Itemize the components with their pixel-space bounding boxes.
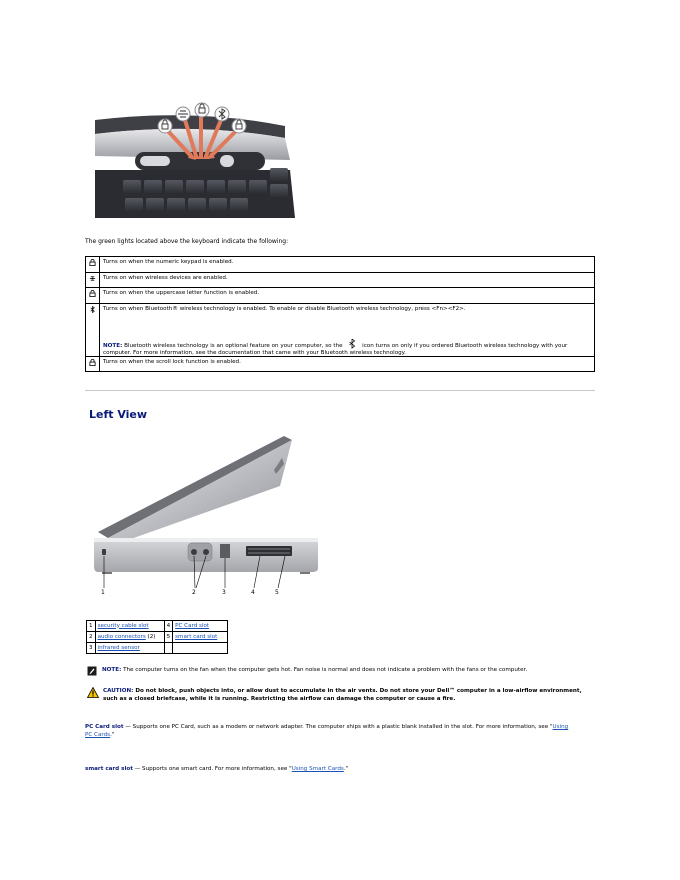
table-row [87,643,228,654]
light-description: Turns on when the numeric keypad is enabled. [100,257,595,273]
section-divider [85,390,595,391]
callout-number: 5 [275,589,279,596]
table-row [87,632,228,643]
keyboard-lights-figure [95,98,295,218]
pc-card-paragraph [85,724,575,739]
callout-num [164,643,173,654]
caution-label: CAUTION: [103,688,134,694]
note-icon [87,666,97,676]
callout-num: 4 [164,621,173,632]
link-using-pc-cards[interactable]: Using PC Cards [85,724,569,738]
capslock-icon [89,290,96,297]
section-title: Left View [89,408,148,421]
caution-text: Do not block, push objects into, or allow dust to accumulate in the air vents. Do not store your Dell™ computer in a low-airflow environment, such as a closed briefcase, while it is running. Restricting the airflow can damage the computer or cause a fire. [103,688,582,702]
table-row [86,356,595,372]
wireless-icon [89,275,96,282]
callout-num: 1 [87,621,96,632]
callout-number: 3 [222,589,226,596]
smart-card-paragraph [85,766,575,774]
table-row [86,257,595,273]
note-label: NOTE: [102,667,122,673]
callout-number: 2 [192,589,196,596]
callout-num: 5 [164,632,173,643]
callout-empty [173,643,228,654]
callout-num: 3 [87,643,96,654]
smart-card-end: ." [343,766,349,772]
callout-legend-table [86,620,228,654]
smart-card-text: — Supports one smart card. For more information, see " [132,766,292,772]
note-text-part2: icon turns on only if you ordered Bluetooth wireless technology with your computer. For more information, see the documentation that came with your Bluetooth wireless technology. [103,342,568,356]
table-row [87,621,228,632]
callout-number: 4 [251,589,255,596]
callout-num: 2 [87,632,96,643]
link-infrared-sensor[interactable]: infrared sensor [97,644,140,651]
table-row [86,288,595,304]
note-text-part1: Bluetooth wireless technology is an optional feature on your computer, so the [124,342,343,349]
lights-table [85,256,595,372]
light-description: Turns on when Bluetooth® wireless technology is enabled. To enable or disable Bluetooth wireless technology, press <Fn><F2>. [103,305,466,312]
pc-card-text: — Supports one PC Card, such as a modem or network adapter. The computer ships with a plastic blank installed in the slot. For more information, see " [123,724,553,730]
note-text: The computer turns on the fan when the computer gets hot. Fan noise is normal and does not indicate a problem with the fans or the computer. [123,667,528,673]
link-security-cable-slot[interactable]: security cable slot [97,622,149,629]
caution-icon [87,687,99,698]
intro-text: The green lights located above the keyboard indicate the following: [85,238,289,245]
link-pc-card-slot[interactable]: PC Card slot [175,622,210,629]
light-description: Turns on when the scroll lock function is enabled. [100,356,595,372]
pc-card-end: ." [110,731,115,738]
numlock-icon [89,259,96,266]
pc-card-term: PC Card slot [85,724,124,730]
link-using-smart-cards[interactable]: Using Smart Cards [291,766,344,772]
callout-number: 1 [101,589,105,596]
link-audio-connectors[interactable]: audio connectors [97,633,146,640]
scrolllock-icon [89,359,96,366]
light-description: Turns on when wireless devices are enabled. [100,272,595,288]
bluetooth-icon [348,339,356,349]
table-row [86,272,595,288]
link-smart-card-slot[interactable]: smart card slot [175,633,218,640]
table-row [86,303,595,356]
bluetooth-note [103,339,591,358]
light-description: Turns on when the uppercase letter function is enabled. [100,288,595,304]
smart-card-term: smart card slot [85,766,133,772]
left-view-figure [88,430,328,600]
note-label: NOTE: [103,342,123,349]
callout-suffix: (2) [145,633,156,640]
bluetooth-icon [89,306,96,313]
